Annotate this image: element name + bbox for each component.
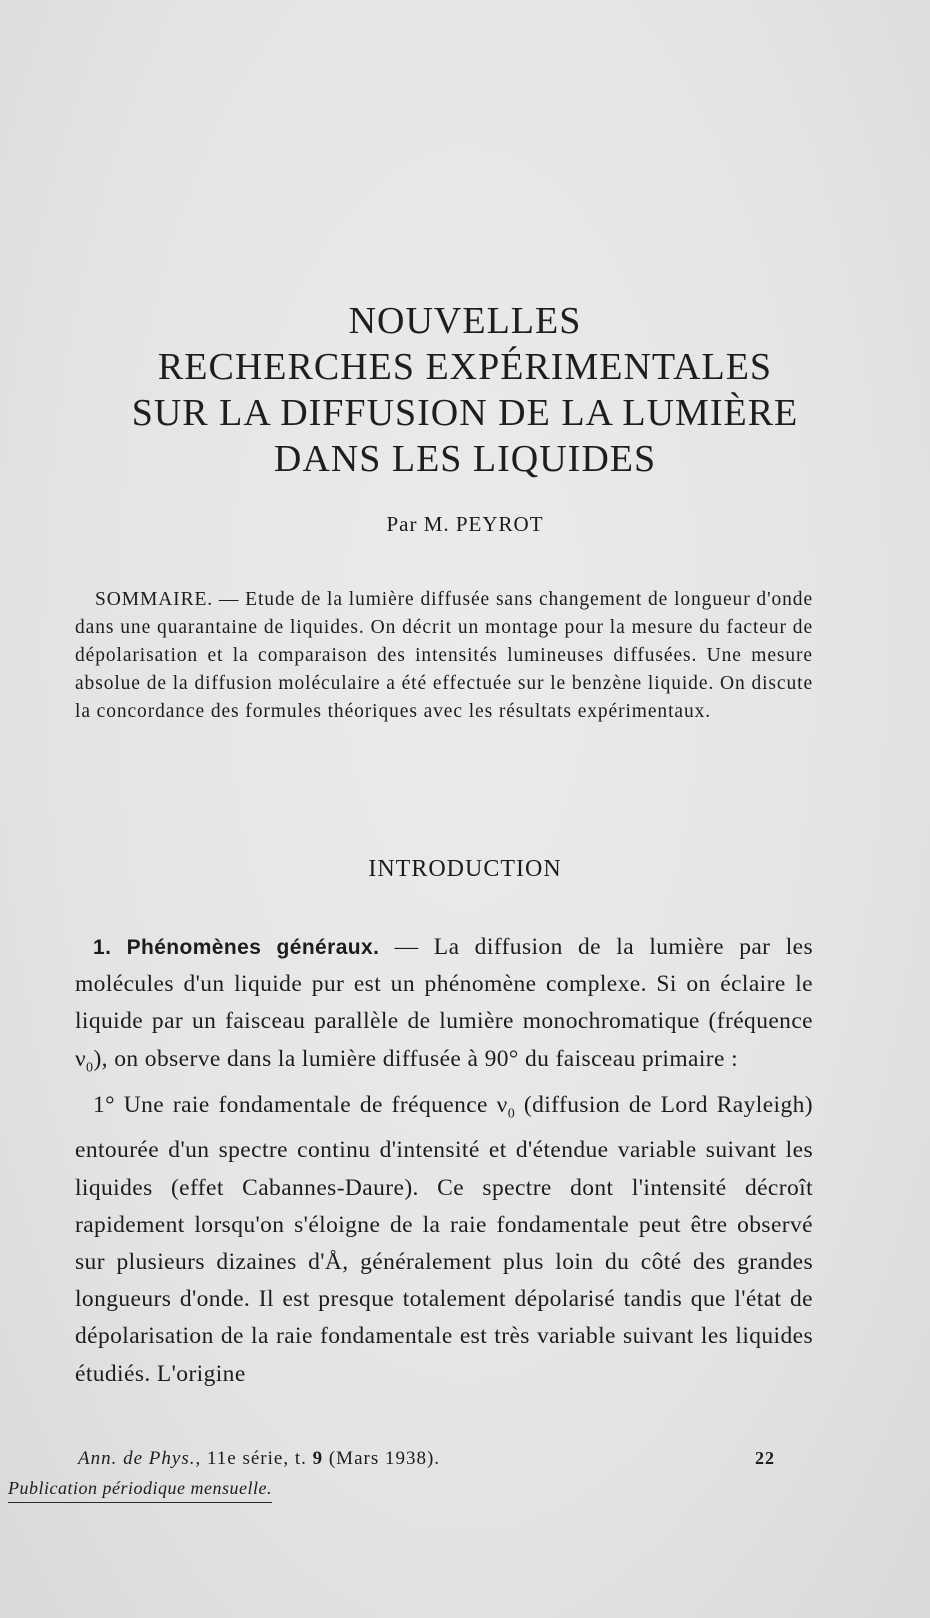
paragraph-1-subscript: 0 bbox=[86, 1060, 94, 1076]
title-line-1: NOUVELLES bbox=[348, 300, 582, 342]
paragraph-2 bbox=[75, 1087, 813, 1393]
journal-volume: 9 bbox=[312, 1448, 324, 1469]
title-line-4: DANS LES LIQUIDES bbox=[273, 438, 657, 480]
page-number: 22 bbox=[755, 1448, 775, 1468]
article-title bbox=[0, 298, 930, 482]
journal-date: (Mars 1938). bbox=[323, 1448, 441, 1469]
publication-note: Publication périodique mensuelle. bbox=[8, 1478, 272, 1503]
paragraph-1-text-a: — La diffusion de la lumière par les molécules d'un liquide pur est un phénomène complexe. Si on éclaire le liquide par un faisceau parallèle de lumière monochromatique (fréquence ν bbox=[75, 934, 813, 1072]
title-line-2: RECHERCHES EXPÉRIMENTALES bbox=[157, 346, 773, 388]
title-line-3: SUR LA DIFFUSION DE LA LUMIÈRE bbox=[131, 392, 799, 434]
paragraph-1-text-b: ), on observe dans la lumière diffusée à 90° du faisceau primaire : bbox=[93, 1045, 739, 1072]
body-text bbox=[75, 929, 813, 1393]
paragraph-2-text-a: 1° Une raie fondamentale de fréquence ν bbox=[93, 1091, 508, 1118]
paragraph-2-subscript: 0 bbox=[507, 1106, 516, 1122]
journal-citation bbox=[78, 1448, 440, 1470]
section-heading: INTRODUCTION bbox=[368, 856, 562, 882]
paragraph-2-text-b: (diffusion de Lord Rayleigh) entourée d'un spectre continu d'intensité et d'étendue variable suivant les liquides (effet Cabannes-Daure). Ce spectre dont l'intensité décroît rapidement lorsqu'on s'éloigne de la raie fondamentale peut être observé sur plusieurs dizaines d'Å, généralement plus loin du côté des grandes longueurs d'onde. Il est presque totalement dépolarisé tandis que l'état de dépolarisation de la raie fondamentale est très variable suivant les liquides étudiés. L'origine bbox=[75, 1091, 813, 1387]
author-line: Par M. PEYROT bbox=[386, 512, 544, 536]
paragraph-lead: 1. Phénomènes généraux. bbox=[93, 936, 380, 959]
journal-name: Ann. de Phys. bbox=[78, 1448, 196, 1469]
paragraph-1 bbox=[75, 929, 813, 1087]
summary-abstract: SOMMAIRE. — Etude de la lumière diffusée sans changement de longueur d'onde dans une quarantaine de liquides. On décrit un montage pour la mesure du facteur de dépolarisation et la comparaison des intensités lumineuses diffusées. Une mesure absolue de la diffusion moléculaire a été effectuée sur le benzène liquide. On discute la concordance des formules théoriques avec les résultats expérimentaux. bbox=[75, 589, 813, 722]
journal-series: , 11e série, t. bbox=[195, 1448, 313, 1469]
